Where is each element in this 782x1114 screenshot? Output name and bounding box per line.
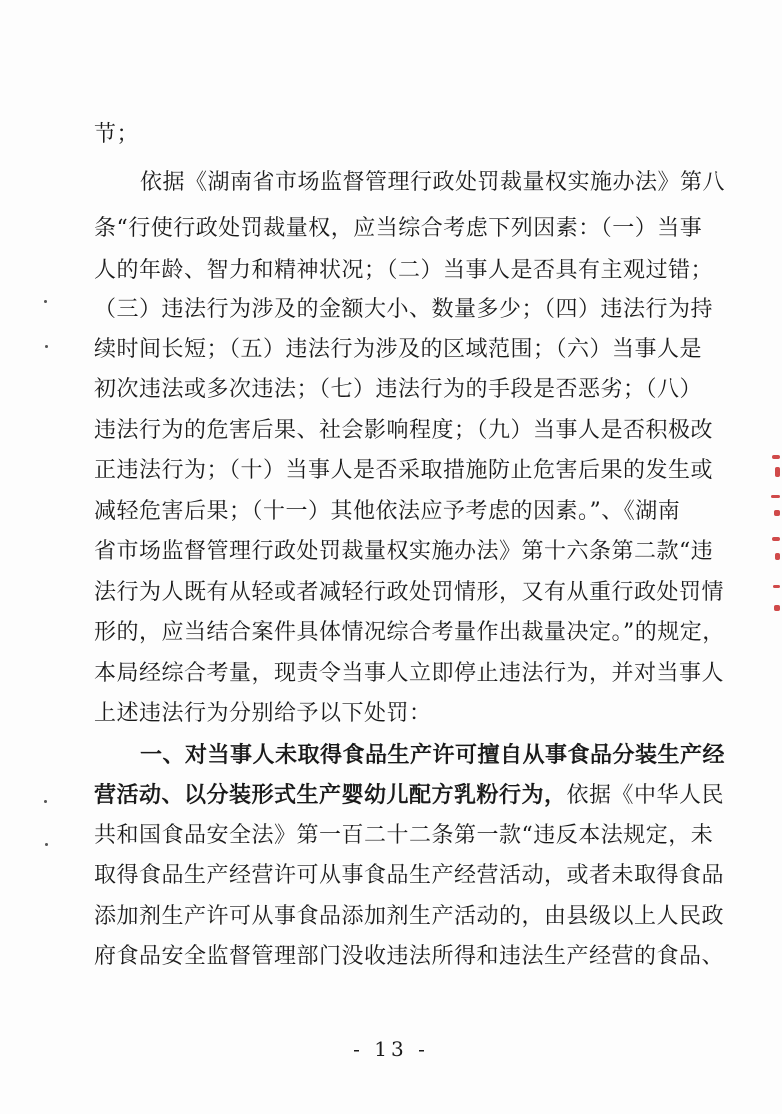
text-line-14: 本局经综合考量，现责令当事人立即停止违法行为，并对当事人 [94, 661, 725, 686]
text-line-3: 条“行使行政处罚裁量权，应当综合考虑下列因素：（一）当事 [94, 216, 703, 241]
text-line-8: 违法行为的危害后果、社会影响程度；（九）当事人是否积极改 [94, 418, 714, 443]
text-line-12: 法行为人既有从轻或者减轻行政处罚情形，又有从重行政处罚情 [94, 580, 725, 605]
text-line-5: （三）违法行为涉及的金额大小、数量多少；（四）违法行为持 [94, 297, 714, 322]
text-line-18: 共和国食品安全法》第一百二十二条第一款“违反本法规定，未 [94, 823, 714, 848]
scan-dot [45, 345, 48, 348]
page-number: - 13 - [353, 1037, 429, 1061]
text-line-17-bold-part: 营活动、以分装形式生产婴幼儿配方乳粉行为， [94, 782, 567, 808]
text-line-21: 府食品安全监督管理部门没收违法所得和违法生产经营的食品、 [94, 944, 725, 969]
scan-dot [45, 843, 48, 846]
text-line-13: 形的，应当结合案件具体情况综合考量作出裁量决定。”的规定， [94, 620, 725, 645]
text-line-9: 正违法行为；（十）当事人是否采取措施防止危害后果的发生或 [94, 458, 714, 483]
text-line-20: 添加剂生产许可从事食品添加剂生产活动的，由县级以上人民政 [94, 904, 725, 929]
text-line-15: 上述违法行为分别给予以下处罚： [94, 701, 432, 726]
text-line-10: 减轻危害后果；（十一）其他依法应予考虑的因素。”、《湖南 [94, 499, 681, 524]
text-line-17 [94, 780, 725, 810]
text-line-6: 续时间长短；（五）违法行为涉及的区域范围；（六）当事人是 [94, 337, 703, 362]
text-line-19: 取得食品生产经营许可从事食品生产经营活动，或者未取得食品 [94, 863, 725, 888]
text-line-16-heading: 一、对当事人未取得食品生产许可擅自从事食品分装生产经 [140, 742, 726, 768]
text-line-1: 节； [94, 122, 140, 147]
text-line-4: 人的年龄、智力和精神状况；（二）当事人是否具有主观过错； [94, 258, 714, 283]
text-line-7: 初次违法或多次违法；（七）违法行为的手段是否恶劣；（八） [94, 377, 703, 402]
seal-edge-icon [760, 455, 782, 625]
scan-dot [44, 800, 47, 803]
text-line-17-regular-part: 依据《中华人民 [566, 783, 725, 808]
text-line-2: 依据《湖南省市场监督管理行政处罚裁量权实施办法》第八 [140, 170, 726, 195]
text-line-11: 省市场监督管理行政处罚裁量权实施办法》第十六条第二款“违 [94, 539, 714, 564]
scan-dot [44, 300, 47, 303]
